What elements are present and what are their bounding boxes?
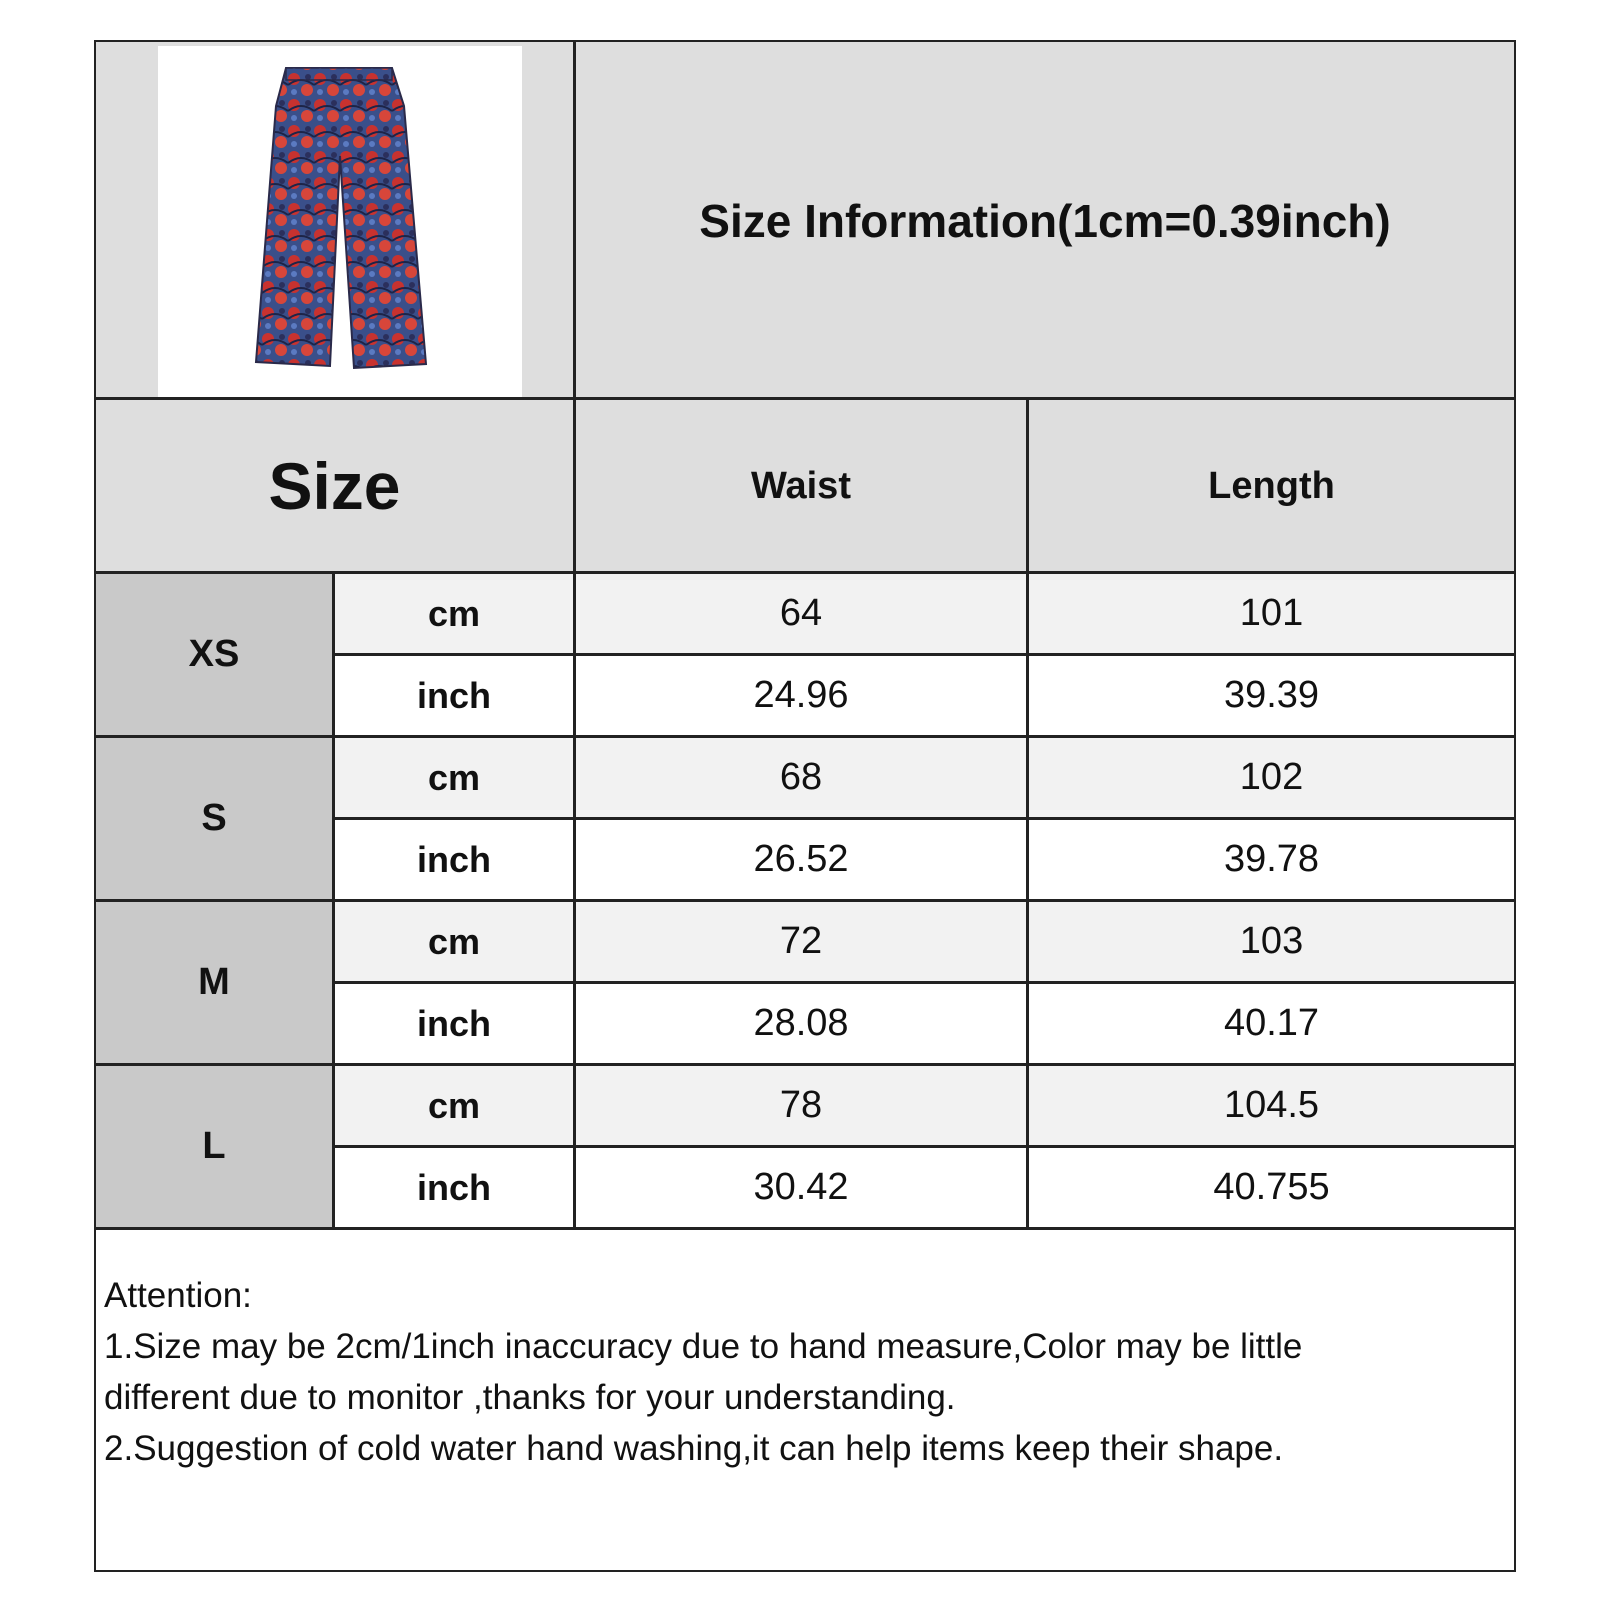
- table-row: [335, 738, 573, 817]
- value-text: 78: [779, 1084, 823, 1126]
- length-value: [1029, 984, 1514, 1063]
- size-cell-m: [96, 902, 332, 1063]
- waist-value: [576, 820, 1026, 899]
- unit-label: inch: [416, 1002, 491, 1044]
- table-row: [335, 1148, 573, 1227]
- length-value: [1029, 738, 1514, 817]
- length-value: [1029, 1066, 1514, 1145]
- title-cell: [576, 42, 1514, 399]
- waist-header: Waist: [751, 464, 851, 507]
- value-text: 102: [1239, 756, 1304, 798]
- length-header-cell: [1029, 400, 1514, 572]
- length-value: [1029, 902, 1514, 981]
- unit-label: cm: [427, 756, 481, 798]
- value-text: 72: [779, 920, 823, 962]
- value-text: 24.96: [753, 674, 849, 716]
- value-text: 39.39: [1223, 674, 1320, 716]
- size-label: M: [198, 961, 230, 1003]
- unit-label: inch: [416, 838, 491, 880]
- size-cell-xs: [96, 574, 332, 735]
- waist-value: [576, 984, 1026, 1063]
- table-row: [335, 902, 573, 981]
- length-value: [1029, 1148, 1514, 1227]
- unit-label: inch: [416, 1166, 491, 1208]
- table-row: [335, 984, 573, 1063]
- value-text: 64: [779, 592, 823, 634]
- length-value: [1029, 574, 1514, 653]
- unit-label: cm: [427, 920, 481, 962]
- value-text: 26.52: [753, 838, 849, 880]
- size-label: L: [202, 1125, 226, 1167]
- value-text: 68: [779, 756, 823, 798]
- product-photo: [158, 46, 522, 399]
- size-label: S: [201, 797, 227, 839]
- image-cell: [96, 42, 573, 399]
- waist-value: [576, 738, 1026, 817]
- waist-value: [576, 656, 1026, 735]
- value-text: 103: [1239, 920, 1304, 962]
- waist-value: [576, 1148, 1026, 1227]
- table-row: [335, 820, 573, 899]
- table-row: [335, 656, 573, 735]
- value-text: 40.755: [1213, 1166, 1330, 1208]
- unit-label: cm: [427, 1084, 481, 1126]
- unit-label: inch: [416, 674, 491, 716]
- attention-notes: [104, 1270, 1504, 1474]
- value-text: 104.5: [1223, 1084, 1320, 1126]
- waist-header-cell: [576, 400, 1026, 572]
- size-header-cell: [96, 400, 573, 572]
- size-cell-s: [96, 738, 332, 899]
- size-cell-l: [96, 1066, 332, 1227]
- note-line: 1.Size may be 2cm/1inch inaccuracy due to hand measure,Color may be little: [104, 1327, 1303, 1366]
- length-header: Length: [1208, 464, 1335, 507]
- waist-value: [576, 902, 1026, 981]
- length-value: [1029, 656, 1514, 735]
- value-text: 28.08: [753, 1002, 849, 1044]
- value-text: 40.17: [1223, 1002, 1320, 1044]
- size-header: Size: [268, 449, 401, 523]
- size-label: XS: [188, 633, 240, 675]
- page-title: Size Information(1cm=0.39inch): [699, 194, 1391, 247]
- length-value: [1029, 820, 1514, 899]
- value-text: 39.78: [1223, 838, 1320, 880]
- waist-value: [576, 1066, 1026, 1145]
- note-line: different due to monitor ,thanks for your understanding.: [104, 1378, 956, 1417]
- value-text: 101: [1239, 592, 1304, 634]
- value-text: 30.42: [753, 1166, 849, 1208]
- notes-heading: Attention:: [104, 1276, 252, 1315]
- table-row: [335, 1066, 573, 1145]
- size-chart: [94, 40, 1516, 1572]
- trousers-image: [158, 46, 522, 399]
- table-row: [335, 574, 573, 653]
- unit-label: cm: [427, 592, 481, 634]
- note-line: 2.Suggestion of cold water hand washing,it can help items keep their shape.: [104, 1429, 1284, 1468]
- waist-value: [576, 574, 1026, 653]
